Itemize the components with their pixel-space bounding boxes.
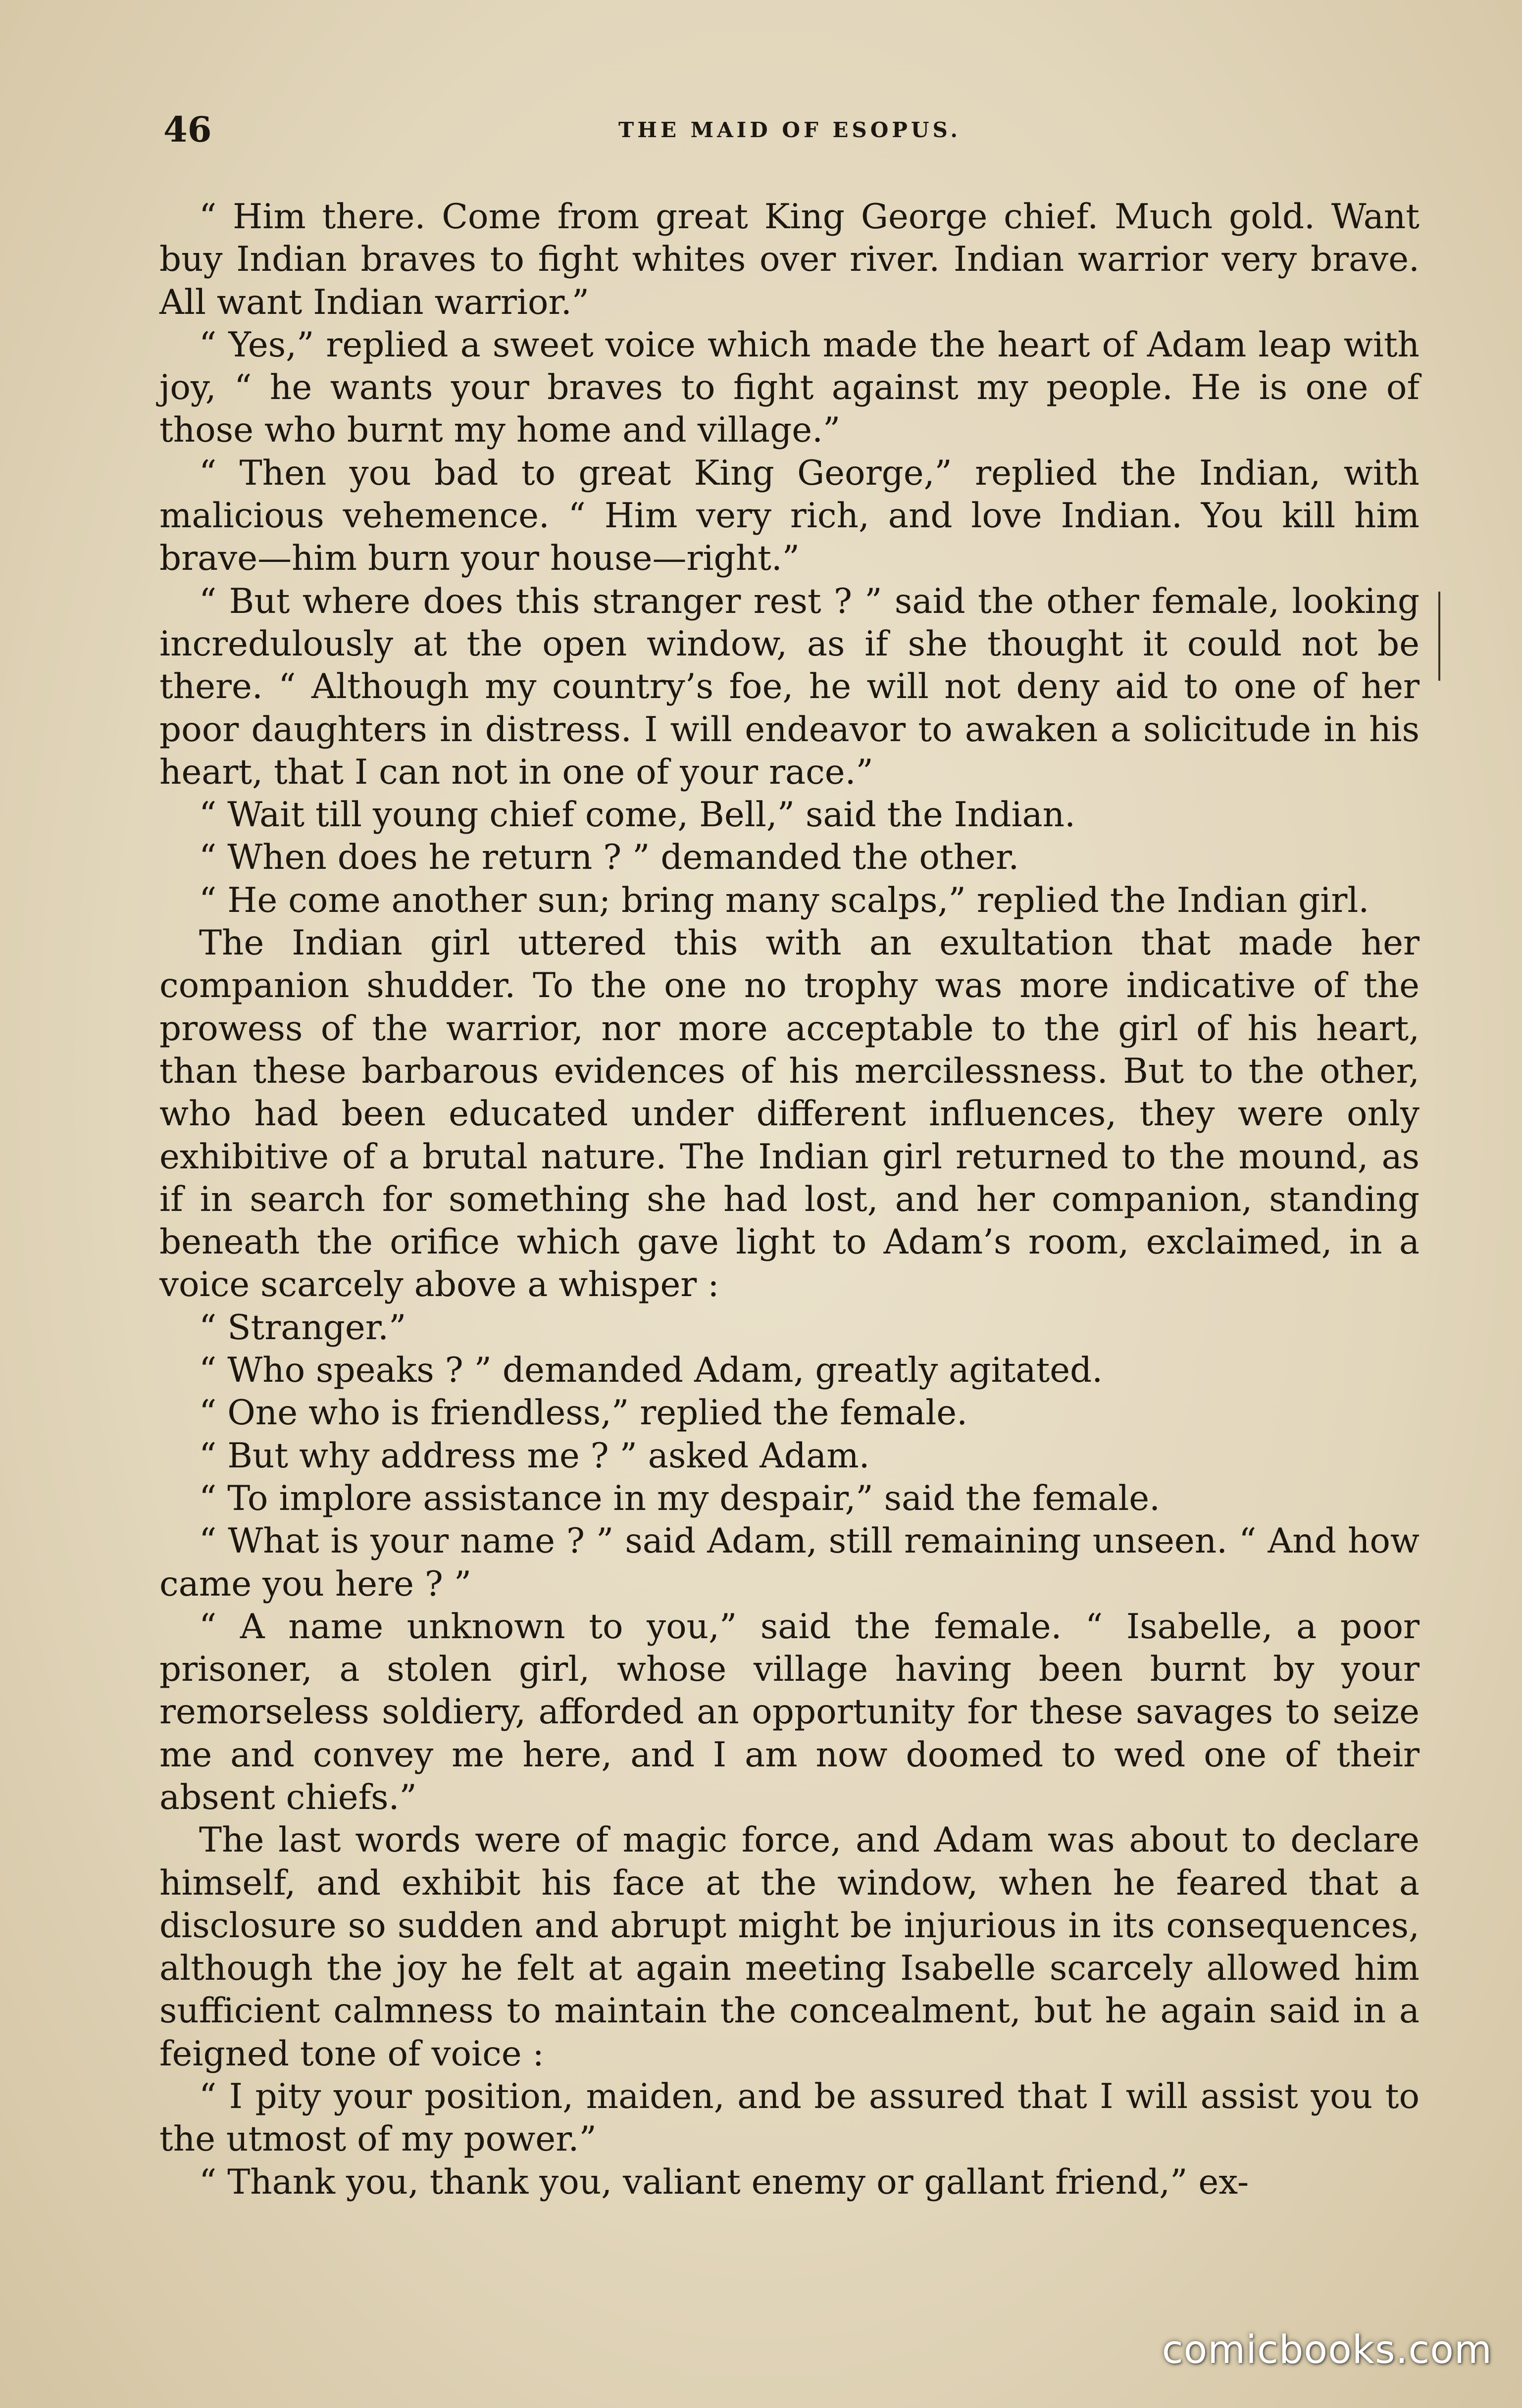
paragraph: “ Him there. Come from great King George chief. Much gold. Want buy Indian braves to fight whites over river. Indian warrior very brave. All want Indian warrior.” — [159, 197, 1420, 322]
paragraph: “ Who speaks ? ” demanded Adam, greatly agitated. — [199, 1351, 1103, 1391]
paragraph: “ He come another sun; bring many scalps,” replied the Indian girl. — [199, 880, 1370, 920]
paragraph: “ What is your name ? ” said Adam, still remaining unseen. “ And how came you here ? ” — [159, 1521, 1420, 1604]
paragraph: “ Then you bad to great King George,” replied the Indian, with malicious vehemence. “ Him very rich, and love Indian. You kill him brave—him burn your house—right.” — [159, 453, 1420, 579]
paragraph: “ But where does this stranger rest ? ” said the other female, looking incredulously at the open window, as if she thought it could not be there. “ Although my country’s foe, he will not deny aid to one of her poor daughters in distress. I will endeavor to awaken a solicitude in his heart, that I can not in one of your race.” — [159, 581, 1420, 792]
paragraph: The Indian girl uttered this with an exultation that made her companion shudder. To the one no trophy was more indicative of the prowess of the warrior, nor more acceptable to the girl of his heart, than these barbarous evidences of his mercilessness. But to the other, who had been educated under different influences, they were only exhibitive of a brutal nature. The Indian girl returned to the mound, as if in search for something she had lost, and her companion, standing beneath the orifice which gave light to Adam’s room, exclaimed, in a voice scarcely above a whisper : — [159, 923, 1420, 1305]
paragraph: The last words were of magic force, and Adam was about to declare himself, and exhibit his face at the window, when he feared that a disclosure so sudden and abrupt might be injurious in its consequences, although the joy he felt at again meeting Isabelle scarcely allowed him sufficient calmness to maintain the concealment, but he again said in a feigned tone of voice : — [159, 1820, 1420, 2074]
paragraph: “ A name unknown to you,” said the female. “ Isabelle, a poor prisoner, a stolen girl, whose village having been burnt by your remorseless soldiery, afforded an opportunity for these savages to seize me and convey me here, and I am now doomed to wed one of their absent chiefs.” — [159, 1606, 1420, 1817]
running-title: THE MAID OF ESOPUS. — [618, 118, 961, 142]
paragraph: “ Yes,” replied a sweet voice which made the heart of Adam leap with joy, “ he wants your braves to fight against my people. He is one of those who burnt my home and village.” — [159, 325, 1420, 451]
paragraph: “ Thank you, thank you, valiant enemy or gallant friend,” ex- — [199, 2162, 1249, 2202]
body-text — [159, 196, 1420, 2204]
watermark: comicbooks.com — [1162, 2328, 1492, 2372]
paragraph: “ To implore assistance in my despair,” said the female. — [199, 1478, 1161, 1518]
paragraph: “ When does he return ? ” demanded the other. — [199, 838, 1019, 878]
paragraph: “ I pity your position, maiden, and be assured that I will assist you to the utmost of my power.” — [159, 2077, 1420, 2159]
paragraph: “ Stranger.” — [199, 1307, 406, 1348]
paragraph: “ One who is friendless,” replied the female. — [199, 1393, 968, 1433]
margin-mark — [1438, 592, 1440, 681]
paragraph: “ But why address me ? ” asked Adam. — [199, 1436, 870, 1476]
page-number: 46 — [163, 109, 212, 150]
page-header — [163, 104, 1416, 158]
paragraph: “ Wait till young chief come, Bell,” said the Indian. — [199, 795, 1076, 835]
